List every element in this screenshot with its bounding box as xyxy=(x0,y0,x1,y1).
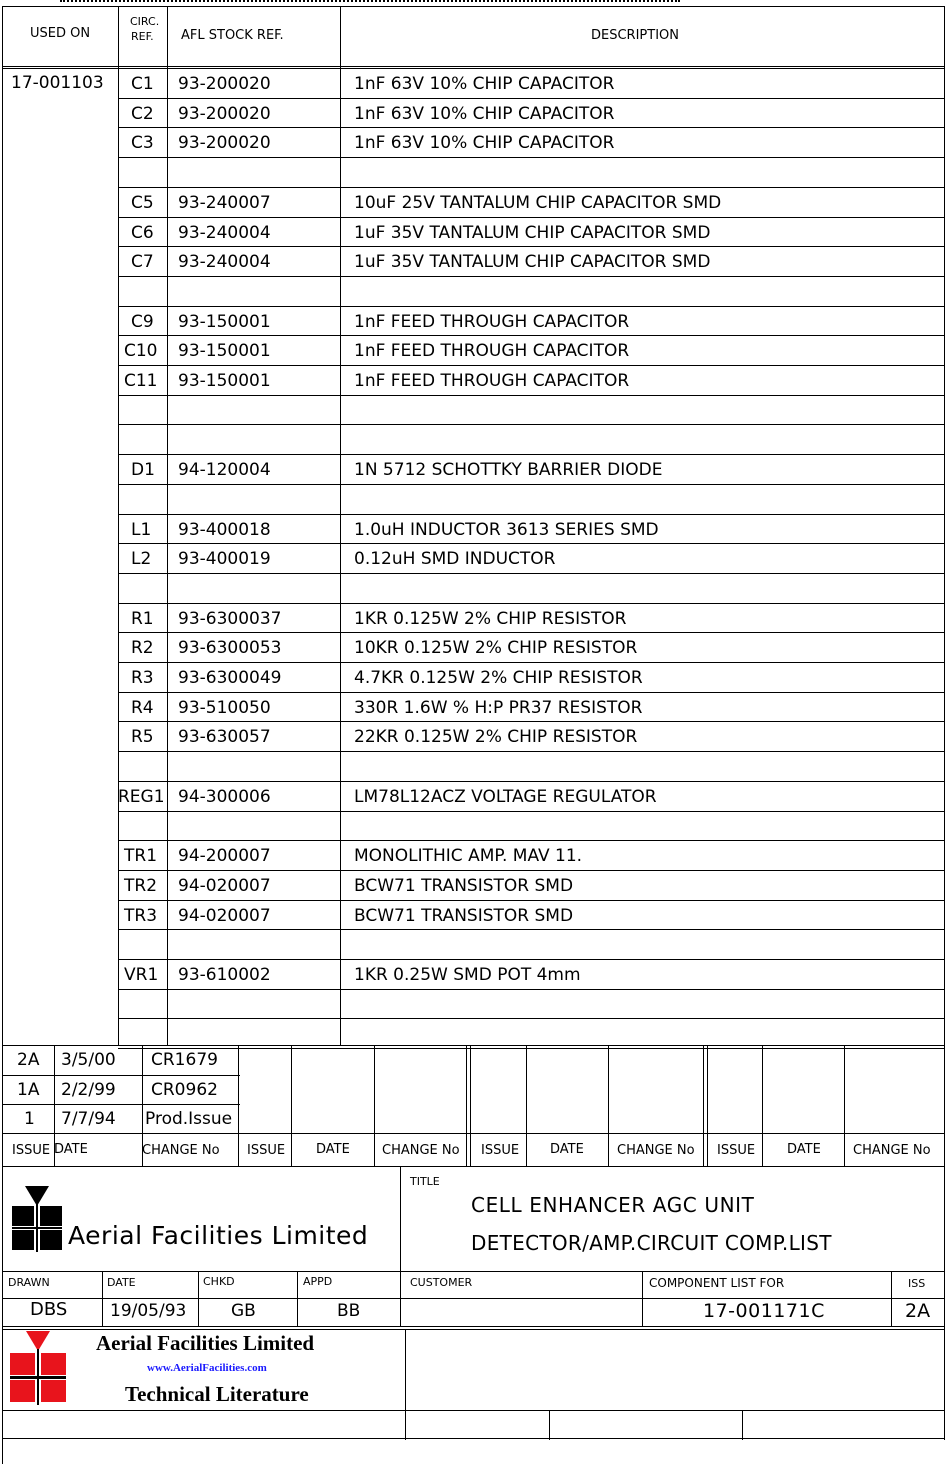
table-row-line xyxy=(118,573,944,574)
table-row-line xyxy=(118,543,944,544)
header-circ-ref-2: REF. xyxy=(131,30,154,43)
table-row-line xyxy=(118,721,944,722)
issue-header-label: ISSUE xyxy=(247,1143,286,1158)
stock-ref-cell: 93-240007 xyxy=(178,193,271,213)
table-row-line xyxy=(118,959,944,960)
issue-col-line xyxy=(844,1045,845,1166)
used-on-value: 17-001103 xyxy=(11,73,104,93)
date-header-label: DATE xyxy=(316,1142,350,1157)
stock-ref-cell: 93-150001 xyxy=(178,312,271,332)
stock-ref-cell: 93-400018 xyxy=(178,520,271,540)
title-block-col xyxy=(198,1271,199,1326)
footer-top xyxy=(2,1329,944,1330)
table-row-line xyxy=(118,127,944,128)
stock-ref-cell: 93-510050 xyxy=(178,698,271,718)
chkd-value: GB xyxy=(231,1301,256,1321)
drawn-value: DBS xyxy=(30,1299,68,1320)
table-row-line xyxy=(118,900,944,901)
table-row-line xyxy=(118,424,944,425)
description-cell: 10KR 0.125W 2% CHIP RESISTOR xyxy=(354,638,638,658)
description-cell: 1N 5712 SCHOTTKY BARRIER DIODE xyxy=(354,460,663,480)
issue-value: 1A xyxy=(17,1080,40,1100)
component-list-label: COMPONENT LIST FOR xyxy=(649,1276,785,1290)
col-divider-ref xyxy=(118,6,119,1045)
stock-ref-cell: 93-6300049 xyxy=(178,668,282,688)
issue-header-bottom xyxy=(2,1166,944,1167)
footer-divider xyxy=(405,1329,406,1440)
col-divider-stock xyxy=(167,6,168,1045)
date-header-label: DATE xyxy=(787,1142,821,1157)
footer-col xyxy=(549,1410,550,1440)
table-row-line xyxy=(118,187,944,188)
title-label: TITLE xyxy=(410,1175,440,1188)
stock-ref-cell: 93-150001 xyxy=(178,371,271,391)
appd-value: BB xyxy=(337,1301,361,1321)
description-cell: 1nF 63V 10% CHIP CAPACITOR xyxy=(354,104,615,124)
issue-header-label: ISSUE xyxy=(717,1143,756,1158)
issue-col-line xyxy=(466,1045,467,1166)
table-row-line xyxy=(118,781,944,782)
stock-ref-cell: 93-240004 xyxy=(178,252,271,272)
top-dashed-edge xyxy=(60,0,680,5)
customer-label: CUSTOMER xyxy=(410,1276,473,1289)
issue-row-line xyxy=(2,1104,240,1105)
afl-logo-icon xyxy=(12,1186,62,1252)
header-description: DESCRIPTION xyxy=(591,28,679,43)
description-cell: 1uF 35V TANTALUM CHIP CAPACITOR SMD xyxy=(354,252,711,272)
description-cell: 1nF FEED THROUGH CAPACITOR xyxy=(354,312,630,332)
issue-value: 1 xyxy=(24,1109,35,1129)
issue-col-line xyxy=(608,1045,609,1166)
date-header-label: DATE xyxy=(550,1142,584,1157)
table-row-line xyxy=(118,632,944,633)
change-no-value: CR1679 xyxy=(151,1050,218,1070)
description-cell: 22KR 0.125W 2% CHIP RESISTOR xyxy=(354,727,638,747)
circ-ref-cell: C6 xyxy=(131,223,154,243)
stock-ref-cell: 94-120004 xyxy=(178,460,271,480)
circ-ref-cell: D1 xyxy=(131,460,155,480)
stock-ref-cell: 93-200020 xyxy=(178,133,271,153)
stock-ref-cell: 94-200007 xyxy=(178,846,271,866)
issue-col-line xyxy=(762,1045,763,1166)
description-cell: LM78L12ACZ VOLTAGE REGULATOR xyxy=(354,787,657,807)
circ-ref-cell: C11 xyxy=(124,371,158,391)
circ-ref-cell: VR1 xyxy=(124,965,159,985)
table-row-line xyxy=(118,840,944,841)
appd-label: APPD xyxy=(303,1275,333,1288)
change-no-header-label: CHANGE No xyxy=(617,1143,695,1158)
header-used-on: USED ON xyxy=(30,26,91,41)
title-block-col xyxy=(642,1271,643,1326)
circ-ref-cell: R1 xyxy=(131,609,154,629)
stock-ref-cell: 93-6300037 xyxy=(178,609,282,629)
table-row-line xyxy=(118,454,944,455)
title-line-2: DETECTOR/AMP.CIRCUIT COMP.LIST xyxy=(471,1231,832,1255)
table-row-line xyxy=(118,1018,944,1019)
description-cell: 4.7KR 0.125W 2% CHIP RESISTOR xyxy=(354,668,643,688)
title-divider xyxy=(400,1166,401,1326)
drawn-label: DRAWN xyxy=(8,1276,50,1289)
title-block-col xyxy=(102,1271,103,1326)
date-header-label: DATE xyxy=(54,1142,88,1157)
stock-ref-cell: 94-020007 xyxy=(178,876,271,896)
circ-ref-cell: C10 xyxy=(124,341,158,361)
chkd-label: CHKD xyxy=(203,1275,235,1288)
table-row-line xyxy=(118,751,944,752)
date-value: 19/05/93 xyxy=(110,1301,187,1321)
header-double-line xyxy=(2,68,944,69)
table-left-border xyxy=(2,6,3,1464)
col-divider-desc xyxy=(340,6,341,1045)
footer-mid xyxy=(2,1410,944,1411)
circ-ref-cell: C1 xyxy=(131,74,154,94)
footer-right xyxy=(944,1329,945,1440)
circ-ref-cell: R5 xyxy=(131,727,154,747)
stock-ref-cell: 93-240004 xyxy=(178,223,271,243)
circ-ref-cell: C2 xyxy=(131,104,154,124)
issue-row-line xyxy=(2,1075,240,1076)
stock-ref-cell: 93-200020 xyxy=(178,74,271,94)
change-no-value: CR0962 xyxy=(151,1080,218,1100)
description-cell: 1uF 35V TANTALUM CHIP CAPACITOR SMD xyxy=(354,223,711,243)
stock-ref-cell: 94-300006 xyxy=(178,787,271,807)
table-row-line xyxy=(118,989,944,990)
issue-col-line xyxy=(238,1045,239,1166)
issue-col-line xyxy=(703,1045,704,1166)
table-row-line xyxy=(118,514,944,515)
description-cell: 1KR 0.25W SMD POT 4mm xyxy=(354,965,581,985)
company-name: Aerial Facilities Limited xyxy=(68,1221,369,1250)
date-value: 2/2/99 xyxy=(61,1080,116,1100)
table-row-line xyxy=(118,217,944,218)
circ-ref-cell: C3 xyxy=(131,133,154,153)
table-row-line xyxy=(118,365,944,366)
header-afl-stock-ref: AFL STOCK REF. xyxy=(181,28,284,43)
table-row-line xyxy=(118,395,944,396)
description-cell: 1.0uH INDUCTOR 3613 SERIES SMD xyxy=(354,520,659,540)
stock-ref-cell: 93-200020 xyxy=(178,104,271,124)
description-cell: BCW71 TRANSISTOR SMD xyxy=(354,906,574,926)
circ-ref-cell: R2 xyxy=(131,638,154,658)
table-row-line xyxy=(118,157,944,158)
footer-bottom xyxy=(2,1438,944,1439)
table-row-line xyxy=(118,335,944,336)
issue-row-line xyxy=(2,1045,240,1046)
date-value: 7/7/94 xyxy=(61,1109,116,1129)
issue-col-line xyxy=(707,1045,708,1166)
table-row-line xyxy=(118,870,944,871)
description-cell: MONOLITHIC AMP. MAV 11. xyxy=(354,846,583,866)
issue-col-line xyxy=(470,1045,471,1166)
title-block-col xyxy=(891,1271,892,1326)
iss-value: 2A xyxy=(905,1300,931,1322)
table-row-line xyxy=(118,306,944,307)
stock-ref-cell: 93-400019 xyxy=(178,549,271,569)
footer-company-name: Aerial Facilities Limited xyxy=(96,1331,315,1355)
issue-header-label: ISSUE xyxy=(12,1143,51,1158)
circ-ref-cell: C9 xyxy=(131,312,154,332)
stock-ref-cell: 93-150001 xyxy=(178,341,271,361)
stock-ref-cell: 93-630057 xyxy=(178,727,271,747)
circ-ref-cell: REG1 xyxy=(118,787,165,807)
change-no-header-label: CHANGE No xyxy=(382,1143,460,1158)
circ-ref-cell: TR3 xyxy=(124,906,158,926)
table-top-border xyxy=(2,6,944,7)
change-no-header-label: CHANGE No xyxy=(142,1143,220,1158)
circ-ref-cell: C5 xyxy=(131,193,154,213)
iss-label: ISS xyxy=(908,1277,926,1290)
description-cell: 1nF 63V 10% CHIP CAPACITOR xyxy=(354,74,615,94)
change-no-value: Prod.Issue xyxy=(145,1109,233,1129)
change-no-header-label: CHANGE No xyxy=(853,1143,931,1158)
circ-ref-cell: L2 xyxy=(131,549,152,569)
table-row-line xyxy=(118,98,944,99)
issue-col-line xyxy=(526,1045,527,1166)
issue-col-line xyxy=(291,1045,292,1166)
circ-ref-cell: L1 xyxy=(131,520,152,540)
circ-ref-cell: C7 xyxy=(131,252,154,272)
table-row-line xyxy=(118,1048,944,1049)
description-cell: 1nF 63V 10% CHIP CAPACITOR xyxy=(354,133,615,153)
circ-ref-cell: TR1 xyxy=(124,846,158,866)
description-cell: 330R 1.6W % H:P PR37 RESISTOR xyxy=(354,698,643,718)
footer-url: www.AerialFacilities.com xyxy=(147,1362,267,1374)
issue-value: 2A xyxy=(17,1050,40,1070)
table-row-line xyxy=(118,484,944,485)
circ-ref-cell: TR2 xyxy=(124,876,158,896)
table-row-line xyxy=(118,692,944,693)
component-list-value: 17-001171C xyxy=(703,1300,825,1322)
date-value: 3/5/00 xyxy=(61,1050,116,1070)
description-cell: 1KR 0.125W 2% CHIP RESISTOR xyxy=(354,609,627,629)
table-row-line xyxy=(118,929,944,930)
table-row-line xyxy=(118,811,944,812)
title-block-col xyxy=(297,1271,298,1326)
issue-header-top xyxy=(2,1133,944,1134)
title-block-bottom xyxy=(2,1326,944,1327)
description-cell: 10uF 25V TANTALUM CHIP CAPACITOR SMD xyxy=(354,193,722,213)
circ-ref-cell: R4 xyxy=(131,698,154,718)
table-right-border xyxy=(944,6,945,1330)
issue-col-line xyxy=(374,1045,375,1166)
footer-subtitle: Technical Literature xyxy=(125,1382,309,1406)
description-cell: 1nF FEED THROUGH CAPACITOR xyxy=(354,341,630,361)
title-block-line xyxy=(2,1298,944,1299)
header-circ-ref-1: CIRC. xyxy=(130,15,160,28)
table-row-line xyxy=(118,603,944,604)
description-cell: BCW71 TRANSISTOR SMD xyxy=(354,876,574,896)
table-row-line xyxy=(118,276,944,277)
stock-ref-cell: 93-610002 xyxy=(178,965,271,985)
description-cell: 0.12uH SMD INDUCTOR xyxy=(354,549,556,569)
description-cell: 1nF FEED THROUGH CAPACITOR xyxy=(354,371,630,391)
afl-red-logo-icon xyxy=(10,1331,66,1405)
table-row-line xyxy=(118,246,944,247)
title-line-1: CELL ENHANCER AGC UNIT xyxy=(471,1193,755,1217)
issue-header-label: ISSUE xyxy=(481,1143,520,1158)
date-label: DATE xyxy=(107,1276,136,1289)
table-row-line xyxy=(118,662,944,663)
header-bottom-line xyxy=(2,66,944,67)
footer-col xyxy=(742,1410,743,1440)
title-block-line xyxy=(2,1271,944,1272)
stock-ref-cell: 93-6300053 xyxy=(178,638,282,658)
stock-ref-cell: 94-020007 xyxy=(178,906,271,926)
circ-ref-cell: R3 xyxy=(131,668,154,688)
